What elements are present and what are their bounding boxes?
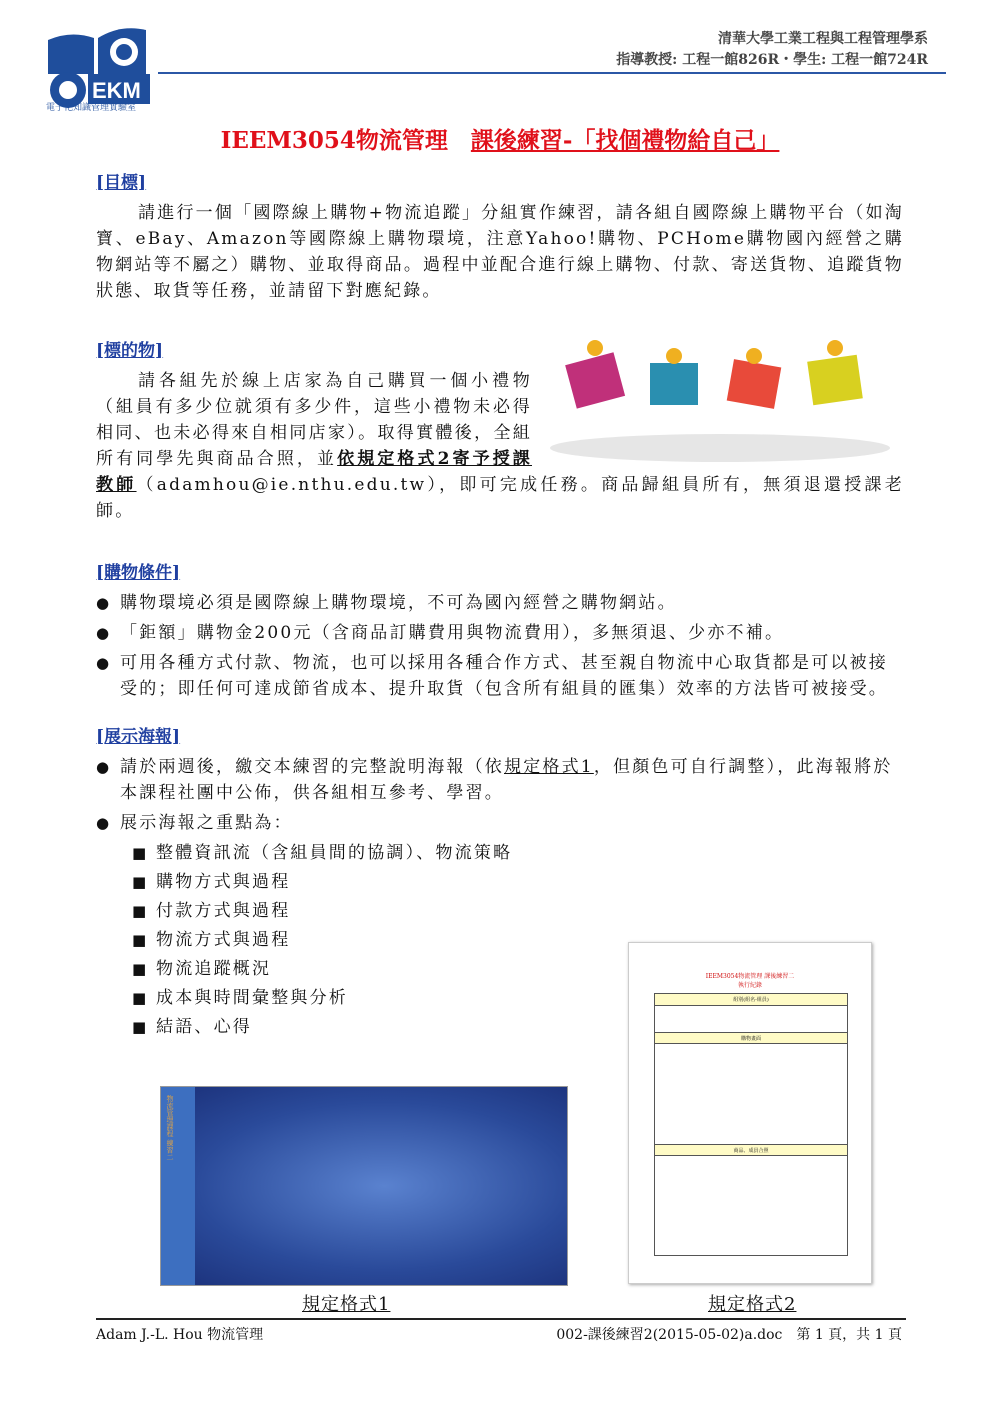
target-text: 請各組先於線上店家為自己購買一個小禮物（組員有多少位就須有多少件，這些小禮物未必得相同、也未必得來自相同店家）。取得實體後，全組所有同學先與商品合照，並依規定格式2寄予授課教師（adamhou@ie.nthu.edu.tw），即可完成任務。商品歸組員所有，無須退還授課老師。 bbox=[96, 368, 904, 524]
format2-title: IEEM3054物流管理 課後練習二 bbox=[705, 973, 795, 980]
poster-subitem: ■ 物流追蹤概況 bbox=[132, 956, 904, 982]
format2-caption: 規定格式2 bbox=[708, 1294, 797, 1315]
format1-thumbnail bbox=[160, 1086, 568, 1286]
heading-target: [標的物] bbox=[96, 341, 164, 361]
heading-goal: [目標] bbox=[96, 173, 147, 193]
format1-side-title: 物流管理課程 練習二 bbox=[166, 1095, 174, 1161]
poster-subitem: ■ 購物方式與過程 bbox=[132, 869, 904, 895]
format2-section: 組別(組名-組員) bbox=[655, 994, 847, 1006]
footer-left: Adam J.-L. Hou 物流管理 bbox=[96, 1327, 264, 1343]
format1-caption: 規定格式1 bbox=[302, 1294, 391, 1315]
main-content bbox=[96, 170, 904, 1043]
poster-subitem: ■ 物流方式與過程 bbox=[132, 927, 904, 953]
poster-subitem: ■ 整體資訊流（含組員間的協調）、物流策略 bbox=[132, 840, 904, 866]
heading-poster: [展示海報] bbox=[96, 727, 181, 747]
format2-section: 購物畫面 bbox=[655, 1032, 847, 1044]
goal-text: 請進行一個「國際線上購物+物流追蹤」分組實作練習，請各組自國際線上購物平台（如淘寶、eBay、Amazon等國際線上購物環境，注意Yahoo!購物、PCHome購物國內經營之購物網站等不屬之）購物、並取得商品。過程中並配合進行線上購物、付款、寄送貨物、追蹤貨物狀態、取貨等任務，並請留下對應紀錄。 bbox=[96, 203, 904, 301]
svg-text:EKM: EKM bbox=[92, 78, 141, 103]
poster-subitem: ■ 結語、心得 bbox=[132, 1014, 904, 1040]
format2-section: 商品、成員合照 bbox=[655, 1144, 847, 1156]
page-title: IEEM3054物流管理 課後練習-「找個禮物給自己」 bbox=[220, 127, 780, 154]
condition-item: ● 購物環境必須是國際線上購物環境，不可為國內經營之購物網站。 bbox=[96, 590, 904, 616]
logo-caption: 電子化知識管理實驗室 bbox=[46, 103, 137, 113]
poster-item: ● 展示海報之重點為： bbox=[96, 810, 904, 836]
department: 清華大學工業工程與工程管理學系 bbox=[718, 31, 928, 47]
image-spacer bbox=[532, 368, 904, 464]
poster-subitem: ■ 成本與時間彙整與分析 bbox=[132, 985, 904, 1011]
poster-subitem: ■ 付款方式與過程 bbox=[132, 898, 904, 924]
condition-item: ● 「鉅額」購物金200元（含商品訂購費用與物流費用），多無須退、少亦不補。 bbox=[96, 620, 904, 646]
heading-conditions: [購物條件] bbox=[96, 563, 181, 583]
condition-item: ● 可用各種方式付款、物流，也可以採用各種合作方式、甚至親自物流中心取貨都是可以被接受的；即任何可達成節省成本、提升取貨（包含所有組員的匯集）效率的方法皆可被接受。 bbox=[96, 650, 904, 702]
header-divider bbox=[158, 72, 946, 74]
office-info: 指導教授: 工程一館826R・學生: 工程一館724R bbox=[616, 52, 928, 68]
target-text-cont: （adamhou@ie.nthu.edu.tw），即可完成任務。商品歸組員所有，無須退還授課老師。 bbox=[96, 475, 905, 521]
format2-subtitle: 執行紀錄 bbox=[737, 982, 762, 989]
footer-right: 002-課後練習2(2015-05-02)a.doc 第 1 頁，共 1 頁 bbox=[556, 1327, 902, 1343]
poster-item: ● 請於兩週後，繳交本練習的完整說明海報（依規定格式1，但顏色可自行調整），此海報將於本課程社團中公佈，供各組相互參考、學習。 bbox=[96, 754, 904, 806]
format2-thumbnail bbox=[628, 942, 872, 1284]
footer-divider bbox=[96, 1318, 906, 1320]
